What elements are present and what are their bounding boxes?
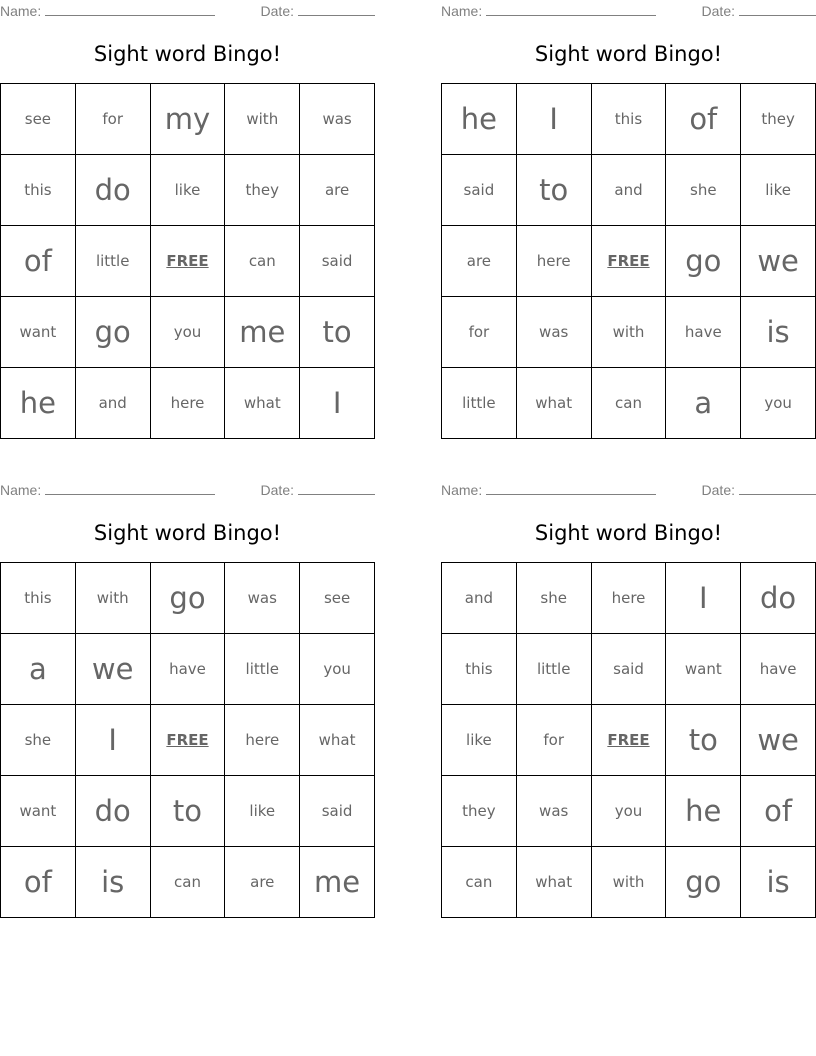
name-blank-line[interactable]: [486, 3, 656, 16]
date-label: Date:: [701, 3, 735, 19]
word-cell: for: [442, 297, 517, 368]
bingo-row: [1, 847, 375, 918]
word-cell: to: [516, 155, 591, 226]
bingo-row: [1, 368, 375, 439]
bingo-row: [1, 84, 375, 155]
name-label: Name:: [441, 3, 483, 19]
word-cell: can: [442, 847, 517, 918]
word-cell: little: [516, 634, 591, 705]
word-cell: do: [741, 563, 816, 634]
word-cell: was: [225, 563, 300, 634]
word-cell: like: [225, 776, 300, 847]
date-field: [702, 3, 816, 19]
word-cell: was: [300, 84, 375, 155]
word-cell: have: [741, 634, 816, 705]
word-cell: can: [150, 847, 225, 918]
date-field: [702, 482, 816, 498]
word-cell: go: [150, 563, 225, 634]
word-cell: this: [591, 84, 666, 155]
word-cell: said: [300, 226, 375, 297]
word-cell: have: [150, 634, 225, 705]
word-cell: little: [442, 368, 517, 439]
name-label: Name:: [0, 482, 42, 498]
bingo-row: [1, 226, 375, 297]
word-cell: she: [1, 705, 76, 776]
word-cell: this: [442, 634, 517, 705]
word-cell: want: [1, 776, 76, 847]
date-label: Date:: [260, 3, 294, 19]
bingo-row: [442, 368, 816, 439]
date-blank-line[interactable]: [298, 482, 375, 495]
word-cell: what: [225, 368, 300, 439]
word-cell: I: [300, 368, 375, 439]
word-cell: we: [741, 226, 816, 297]
bingo-row: [1, 705, 375, 776]
word-cell: with: [591, 297, 666, 368]
word-cell: are: [300, 155, 375, 226]
word-cell: go: [666, 847, 741, 918]
card-title: Sight word Bingo!: [534, 521, 723, 545]
free-space-cell: FREE: [150, 226, 225, 297]
word-cell: she: [516, 563, 591, 634]
word-cell: this: [1, 155, 76, 226]
bingo-row: [442, 563, 816, 634]
word-cell: he: [666, 776, 741, 847]
word-cell: you: [300, 634, 375, 705]
name-field: [441, 482, 656, 498]
date-blank-line[interactable]: [739, 482, 816, 495]
word-cell: want: [666, 634, 741, 705]
word-cell: is: [741, 297, 816, 368]
word-cell: little: [225, 634, 300, 705]
word-cell: to: [300, 297, 375, 368]
word-cell: said: [300, 776, 375, 847]
word-cell: a: [666, 368, 741, 439]
bingo-row: [442, 297, 816, 368]
word-cell: is: [741, 847, 816, 918]
bingo-row: [1, 563, 375, 634]
card-title: Sight word Bingo!: [534, 42, 723, 66]
word-cell: here: [225, 705, 300, 776]
date-field: [261, 482, 375, 498]
word-cell: they: [741, 84, 816, 155]
word-cell: do: [75, 776, 150, 847]
date-label: Date:: [260, 482, 294, 498]
card-header: [0, 0, 375, 22]
word-cell: he: [1, 368, 76, 439]
bingo-row: [442, 776, 816, 847]
card-header: [441, 0, 816, 22]
word-cell: what: [516, 847, 591, 918]
word-cell: here: [150, 368, 225, 439]
word-cell: what: [300, 705, 375, 776]
word-cell: like: [150, 155, 225, 226]
word-cell: you: [741, 368, 816, 439]
word-cell: me: [300, 847, 375, 918]
name-label: Name:: [0, 3, 42, 19]
date-field: [261, 3, 375, 19]
date-blank-line[interactable]: [298, 3, 375, 16]
word-cell: with: [75, 563, 150, 634]
word-cell: here: [591, 563, 666, 634]
word-cell: have: [666, 297, 741, 368]
bingo-card: [441, 479, 816, 899]
word-cell: go: [666, 226, 741, 297]
word-cell: we: [75, 634, 150, 705]
name-field: [441, 3, 656, 19]
word-cell: my: [150, 84, 225, 155]
date-label: Date:: [701, 482, 735, 498]
bingo-grid: [441, 562, 816, 918]
word-cell: is: [75, 847, 150, 918]
word-cell: for: [516, 705, 591, 776]
word-cell: you: [591, 776, 666, 847]
word-cell: of: [1, 847, 76, 918]
card-title: Sight word Bingo!: [93, 521, 282, 545]
word-cell: can: [225, 226, 300, 297]
word-cell: to: [666, 705, 741, 776]
word-cell: with: [225, 84, 300, 155]
word-cell: I: [516, 84, 591, 155]
name-blank-line[interactable]: [45, 482, 215, 495]
free-space-cell: FREE: [591, 226, 666, 297]
card-header: [0, 479, 375, 501]
word-cell: and: [442, 563, 517, 634]
word-cell: said: [442, 155, 517, 226]
date-blank-line[interactable]: [739, 3, 816, 16]
bingo-card: [0, 479, 375, 899]
bingo-grid: [0, 83, 375, 439]
word-cell: of: [741, 776, 816, 847]
word-cell: they: [442, 776, 517, 847]
word-cell: here: [516, 226, 591, 297]
bingo-card: [441, 0, 816, 420]
bingo-grid: [441, 83, 816, 439]
word-cell: I: [666, 563, 741, 634]
bingo-row: [442, 155, 816, 226]
name-blank-line[interactable]: [486, 482, 656, 495]
word-cell: was: [516, 297, 591, 368]
word-cell: can: [591, 368, 666, 439]
word-cell: go: [75, 297, 150, 368]
word-cell: what: [516, 368, 591, 439]
bingo-row: [442, 84, 816, 155]
bingo-row: [442, 705, 816, 776]
bingo-row: [442, 847, 816, 918]
word-cell: of: [666, 84, 741, 155]
bingo-row: [1, 297, 375, 368]
card-header: [441, 479, 816, 501]
bingo-row: [1, 155, 375, 226]
free-space-cell: FREE: [591, 705, 666, 776]
word-cell: me: [225, 297, 300, 368]
word-cell: and: [75, 368, 150, 439]
word-cell: like: [741, 155, 816, 226]
name-field: [0, 3, 215, 19]
card-title: Sight word Bingo!: [93, 42, 282, 66]
word-cell: this: [1, 563, 76, 634]
free-space-cell: FREE: [150, 705, 225, 776]
word-cell: see: [300, 563, 375, 634]
word-cell: he: [442, 84, 517, 155]
name-blank-line[interactable]: [45, 3, 215, 16]
word-cell: like: [442, 705, 517, 776]
word-cell: little: [75, 226, 150, 297]
word-cell: with: [591, 847, 666, 918]
word-cell: of: [1, 226, 76, 297]
word-cell: she: [666, 155, 741, 226]
bingo-row: [1, 776, 375, 847]
name-field: [0, 482, 215, 498]
bingo-card: [0, 0, 375, 420]
word-cell: do: [75, 155, 150, 226]
word-cell: I: [75, 705, 150, 776]
bingo-row: [442, 634, 816, 705]
word-cell: was: [516, 776, 591, 847]
word-cell: for: [75, 84, 150, 155]
word-cell: you: [150, 297, 225, 368]
word-cell: said: [591, 634, 666, 705]
bingo-row: [442, 226, 816, 297]
word-cell: are: [225, 847, 300, 918]
word-cell: are: [442, 226, 517, 297]
bingo-row: [1, 634, 375, 705]
word-cell: a: [1, 634, 76, 705]
word-cell: to: [150, 776, 225, 847]
bingo-grid: [0, 562, 375, 918]
word-cell: we: [741, 705, 816, 776]
word-cell: want: [1, 297, 76, 368]
word-cell: they: [225, 155, 300, 226]
word-cell: and: [591, 155, 666, 226]
name-label: Name:: [441, 482, 483, 498]
word-cell: see: [1, 84, 76, 155]
